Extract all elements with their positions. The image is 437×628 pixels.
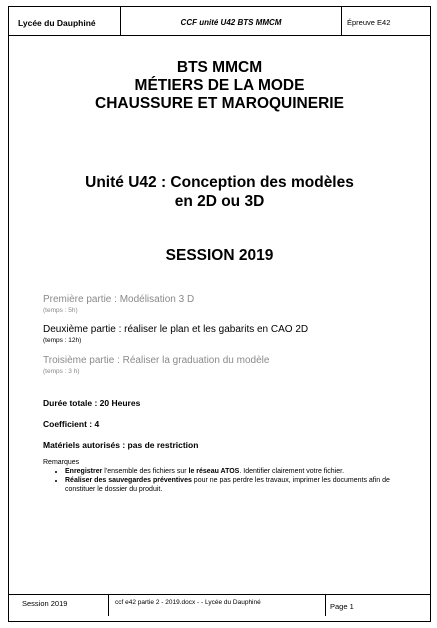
part-2-title: Deuxième partie : réaliser le plan et les gabarits en CAO 2D bbox=[43, 324, 309, 335]
remark-1-verb: Enregistrer bbox=[65, 468, 103, 475]
title-line-2: MÉTIERS DE LA MODE bbox=[134, 77, 305, 94]
remark-2-verb: Réaliser des sauvegardes préventives bbox=[65, 477, 192, 484]
title-line-3: CHAUSSURE ET MAROQUINERIE bbox=[95, 95, 344, 112]
document-title: CCF unité U42 BTS MMCM bbox=[120, 6, 342, 35]
part-3-title: Troisième partie : Réaliser la graduation du modèle bbox=[43, 355, 270, 366]
authorized-materials: Matériels autorisés : pas de restriction bbox=[43, 440, 199, 450]
school-name: Lycée du Dauphiné bbox=[18, 18, 96, 28]
remark-item-1 bbox=[65, 467, 393, 476]
part-2-time: (temps : 12h) bbox=[43, 337, 82, 344]
title-block bbox=[8, 59, 431, 113]
part-1 bbox=[43, 294, 413, 315]
remarks-list bbox=[43, 467, 393, 494]
remark-item-2 bbox=[65, 476, 393, 494]
footer-page-number: Page 1 bbox=[330, 602, 354, 611]
remark-1-tail: . Identifier clairement votre fichier. bbox=[239, 468, 345, 475]
part-3 bbox=[43, 355, 413, 376]
remark-1-text: l'ensemble des fichiers sur bbox=[102, 468, 189, 475]
footer-session: Session 2019 bbox=[22, 599, 68, 608]
part-2 bbox=[43, 324, 413, 345]
page-header bbox=[8, 6, 431, 36]
footer-filename: ccf e42 partie 2 - 2019.docx - - Lycée du Dauphiné bbox=[108, 595, 326, 616]
page-footer bbox=[8, 594, 431, 616]
part-3-time: (temps : 3 h) bbox=[43, 368, 80, 375]
session-title: SESSION 2019 bbox=[165, 247, 274, 264]
remarks-section bbox=[43, 458, 393, 494]
total-duration: Durée totale : 20 Heures bbox=[43, 398, 141, 408]
unit-line-2: en 2D ou 3D bbox=[174, 193, 265, 210]
coefficient: Coefficient : 4 bbox=[43, 419, 100, 429]
part-1-time: (temps : 5h) bbox=[43, 307, 78, 314]
remark-1-network: le réseau ATOS bbox=[188, 468, 240, 475]
remarks-heading: Remarques bbox=[43, 459, 80, 466]
remark-2-text: pour ne pas perdre les travaux, imprimer les documents afin de constituer le dossier du produit. bbox=[65, 477, 390, 493]
unit-line-1: Unité U42 : Conception des modèles bbox=[85, 174, 354, 191]
part-1-title: Première partie : Modélisation 3 D bbox=[43, 294, 195, 305]
unit-block bbox=[8, 173, 431, 211]
epreuve-label: Épreuve E42 bbox=[347, 18, 391, 27]
title-line-1: BTS MMCM bbox=[176, 59, 263, 76]
